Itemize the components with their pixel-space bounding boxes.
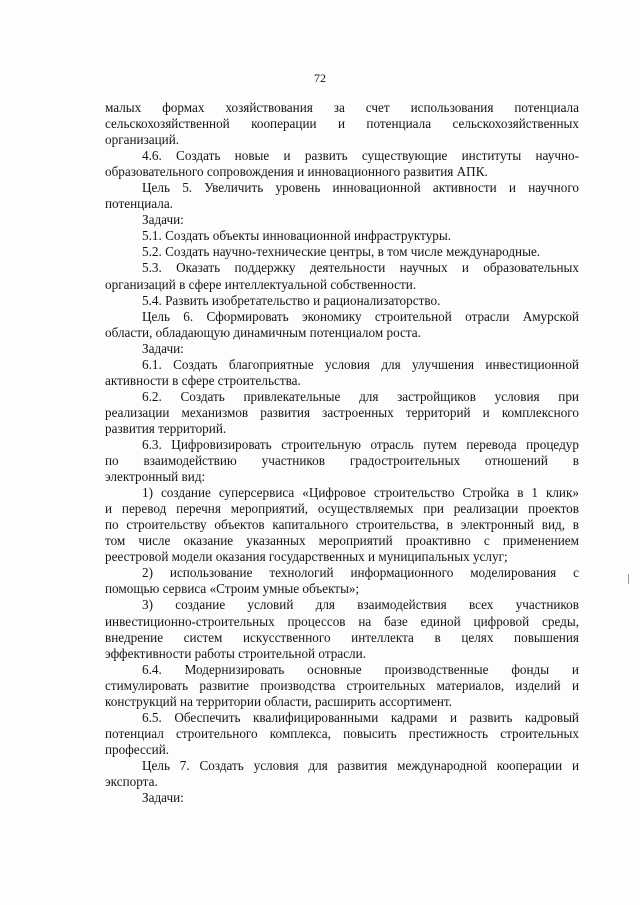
scan-margin-mark [628,574,629,584]
text-line: по строительству объектов капитального строительства, в электронный вид, в [105,517,579,533]
text-line: помощью сервиса «Строим умные объекты»; [105,581,360,597]
page-number: 72 [314,71,326,85]
text-line: организаций в сфере интеллектуальной собственности. [105,276,417,292]
text-line: 5.2. Создать научно-технические центры, в том числе международные. [142,244,541,260]
text-line: по взаимодействию участников градостроительных отношений в [105,453,579,469]
text-line: Цель 6. Сформировать экономику строительной отрасли Амурской [142,308,579,324]
text-line: области, обладающую динамичным потенциалом роста. [105,324,421,340]
text-line: внедрение систем искусственного интеллекта в целях повышения [105,629,579,645]
document-body [105,100,579,806]
text-line: 5.4. Развить изобретательство и рационализаторство. [142,292,441,308]
text-line: и перевод перечня мероприятий, осуществляемых при реализации проектов [105,501,579,517]
text-line: Задачи: [142,212,184,228]
text-line: развития территорий. [105,420,227,436]
text-line: Цель 7. Создать условия для развития международной кооперации и [142,757,579,773]
text-line: реестровой модели оказания государственных и муниципальных услуг; [105,549,508,565]
text-line: Задачи: [142,790,184,806]
text-line: инвестиционно-строительных процессов на базе единой цифровой среды, [105,613,579,629]
text-line: Задачи: [142,340,184,356]
text-line: эффективности работы строительной отрасли. [105,645,366,661]
text-line: потенциала. [105,196,173,212]
text-line: активности в сфере строительства. [105,372,301,388]
text-line: образовательного сопровождения и инновационного развития АПК. [105,164,488,180]
text-line: 6.1. Создать благоприятные условия для улучшения инвестиционной [142,356,579,372]
text-line: 6.3. Цифровизировать строительную отрасль путем перевода процедур [142,436,579,452]
text-line: 2) использование технологий информационного моделирования с [142,565,579,581]
text-line: Цель 5. Увеличить уровень инновационной активности и научного [142,180,579,196]
text-line: профессий. [105,741,170,757]
text-line: том числе оказание указанных мероприятий проактивно с применением [105,533,579,549]
text-line: 6.5. Обеспечить квалифицированными кадрами и развить кадровый [142,709,579,725]
text-line: 1) создание суперсервиса «Цифровое строительство Стройка в 1 клик» [142,485,579,501]
text-line: экспорта. [105,773,158,789]
text-line: 5.1. Создать объекты инновационной инфраструктуры. [142,228,452,244]
text-line: реализации механизмов развития застроенных территорий и комплексного [105,404,579,420]
text-line: малых формах хозяйствования за счет использования потенциала [105,100,579,115]
text-line: 4.6. Создать новые и развить существующие институты научно- [142,148,579,164]
text-line: сельскохозяйственной кооперации и потенциала сельскохозяйственных [105,116,579,132]
text-line: конструкций на территории области, расширить ассортимент. [105,693,452,709]
text-line: 6.4. Модернизировать основные производственные фонды и [142,661,579,677]
text-line: стимулировать развитие производства строительных материалов, изделий и [105,677,579,693]
text-line: электронный вид: [105,469,206,485]
text-line: 3) создание условий для взаимодействия всех участников [142,597,579,613]
text-line: 5.3. Оказать поддержку деятельности научных и образовательных [142,260,579,276]
text-line: 6.2. Создать привлекательные для застройщиков условия при [142,388,579,404]
text-line: организаций. [105,132,180,148]
text-line: потенциал строительного комплекса, повысить престижность строительных [105,725,579,741]
